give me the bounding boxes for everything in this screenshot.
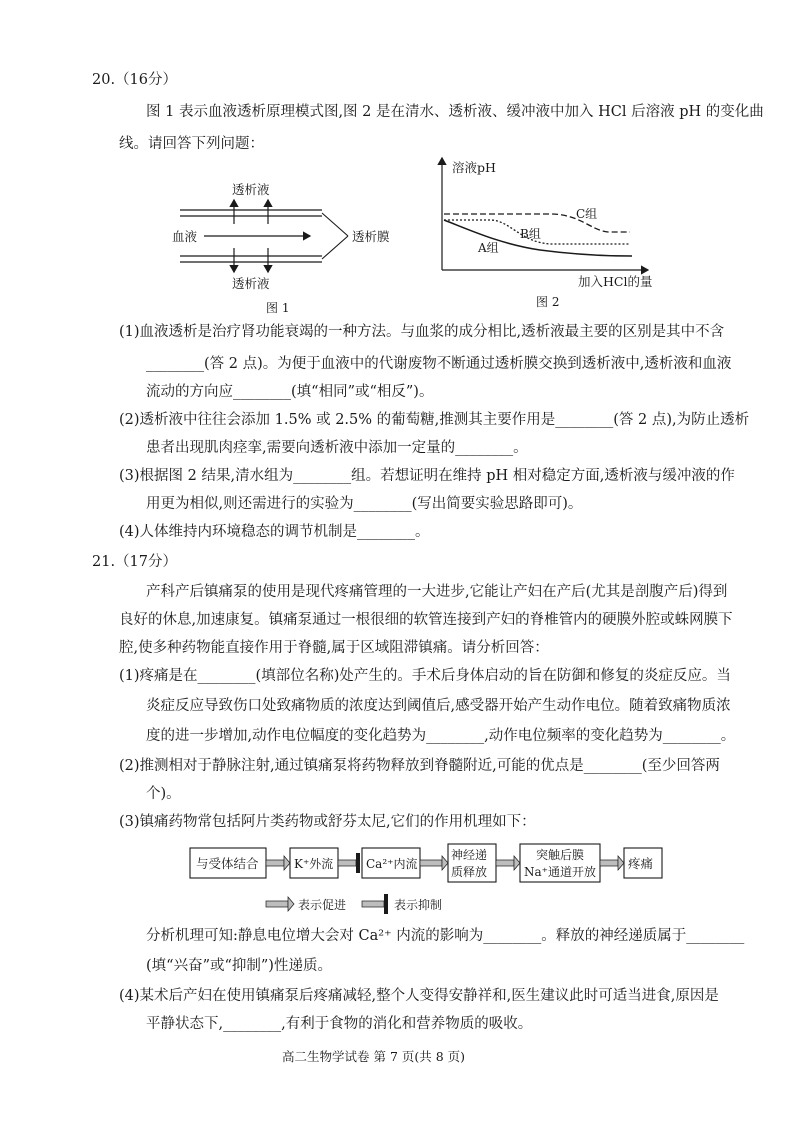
fig2-x-axis-label: 加入HCl的量 <box>578 274 653 289</box>
q20-intro-line1: 图 1 表示血液透析原理模式图,图 2 是在清水、透析液、缓冲液中加入 HCl 后溶液 pH 的变化曲 <box>146 104 764 120</box>
flow-promote-arrow <box>420 860 442 866</box>
svg-text:质释放: 质释放 <box>451 865 488 879</box>
fig1-label-bottom: 透析液 <box>232 276 270 291</box>
q20-p1-line3: 流动的方向应________(填“相同”或“相反”)。 <box>146 384 434 400</box>
mechanism-flow-diagram <box>186 840 666 920</box>
q21-p3-line2: 分析机理可知:静息电位增大会对 Ca²⁺ 内流的影响为________。释放的神经递质属于________ <box>146 928 745 944</box>
flow-promote-arrow <box>266 860 284 866</box>
q21-intro-line1: 产科产后镇痛泵的使用是现代疼痛管理的一大进步,它能让产妇在产后(尤其是剖腹产后)得到 <box>146 584 728 600</box>
q21-p3-line3: (填“兴奋”或“抑制”)性递质。 <box>146 958 332 974</box>
fig1-label-top: 透析液 <box>232 182 270 197</box>
q21-p4-line1: (4)某术后产妇在使用镇痛泵后疼痛减轻,整个人变得安静祥和,医生建议此时可适当进食,原因是 <box>119 988 719 1004</box>
svg-text:疼痛: 疼痛 <box>628 856 654 871</box>
q20-p2-line2: 患者出现肌肉痉挛,需要向透析液中添加一定量的________。 <box>146 440 528 456</box>
svg-text:K⁺外流: K⁺外流 <box>294 857 334 871</box>
flow-promote-arrow <box>600 860 618 866</box>
legend-promote-label: 表示促进 <box>298 898 347 912</box>
q21-p1-line2: 炎症反应导致伤口处致痛物质的浓度达到阈值后,感受器开始产生动作电位。随着致痛物质浓 <box>146 698 731 714</box>
flow-promote-arrow <box>496 860 514 866</box>
svg-text:Ca²⁺内流: Ca²⁺内流 <box>366 857 418 871</box>
fig2-label-a: A组 <box>478 241 499 255</box>
q21-p2-line2: 个)。 <box>146 786 181 802</box>
fig2-caption: 图 2 <box>536 295 560 309</box>
q21-p4-line2: 平静状态下,________,有利于食物的消化和营养物质的吸收。 <box>146 1016 533 1032</box>
q20-p3-line2: 用更为相似,则还需进行的实验为________(写出简要实验思路即可)。 <box>146 496 583 512</box>
fig1-label-left: 血液 <box>172 229 198 244</box>
flow-inhibit-arrow <box>338 860 356 866</box>
legend-inhibit-arrow <box>362 901 384 907</box>
q21-header: 21.（17分） <box>92 554 178 570</box>
q20-intro-line2: 线。请回答下列问题： <box>119 136 264 152</box>
fig2-y-axis-label: 溶液pH <box>452 160 496 175</box>
q20-p4: (4)人体维持内环境稳态的调节机制是________。 <box>119 524 430 540</box>
q20-p1-line2: ________(答 2 点)。为便于血液中的代谢废物不断通过透析膜交换到透析液中,透析液和血液 <box>146 356 732 372</box>
svg-text:神经递: 神经递 <box>451 848 488 862</box>
svg-text:与受体结合: 与受体结合 <box>196 856 259 871</box>
fig2-label-c: C组 <box>576 207 598 221</box>
q20-p1-line1: (1)血液透析是治疗肾功能衰竭的一种方法。与血浆的成分相比,透析液最主要的区别是其中不含 <box>119 324 725 340</box>
q21-p1-line3: 度的进一步增加,动作电位幅度的变化趋势为________,动作电位频率的变化趋势为________。 <box>146 728 736 744</box>
fig2-label-b: B组 <box>520 227 541 241</box>
fig1-caption: 图 1 <box>266 301 290 315</box>
legend-promote-arrow <box>266 901 288 907</box>
legend-inhibit-label: 表示抑制 <box>394 898 443 912</box>
page-footer: 高二生物学试卷 第 7 页(共 8 页) <box>282 1049 466 1064</box>
q20-p3-line1: (3)根据图 2 结果,清水组为________组。若想证明在维持 pH 相对稳定方面,透析液与缓冲液的作 <box>119 468 735 484</box>
fig1-label-right: 透析膜 <box>352 229 390 244</box>
q20-p2-line1: (2)透析液中往往会添加 1.5% 或 2.5% 的葡萄糖,推测其主要作用是________(答 2 点),为防止透析 <box>119 412 750 428</box>
q21-p3-line1: (3)镇痛药物常包括阿片类药物或舒芬太尼,它们的作用机理如下： <box>119 814 536 830</box>
figure-2-chart <box>430 152 680 317</box>
q21-intro-line3: 腔,使多种药物能直接作用于脊髓,属于区域阻滞镇痛。请分析回答： <box>119 640 549 656</box>
q21-p2-line1: (2)推测相对于静脉注射,通过镇痛泵将药物释放到脊髓附近,可能的优点是________(至少回答两 <box>119 758 720 774</box>
q21-intro-line2: 良好的休息,加速康复。镇痛泵通过一根很细的软管连接到产妇的脊椎管内的硬膜外腔或蛛网膜下 <box>119 612 733 628</box>
svg-text:Na⁺通道开放: Na⁺通道开放 <box>524 865 596 879</box>
svg-text:突触后膜: 突触后膜 <box>536 848 585 862</box>
q21-p1-line1: (1)疼痛是在________(填部位名称)处产生的。手术后身体启动的旨在防御和修复的炎症反应。当 <box>119 668 731 684</box>
figure-1-diagram <box>160 172 410 317</box>
q20-header: 20.（16分） <box>92 72 178 88</box>
